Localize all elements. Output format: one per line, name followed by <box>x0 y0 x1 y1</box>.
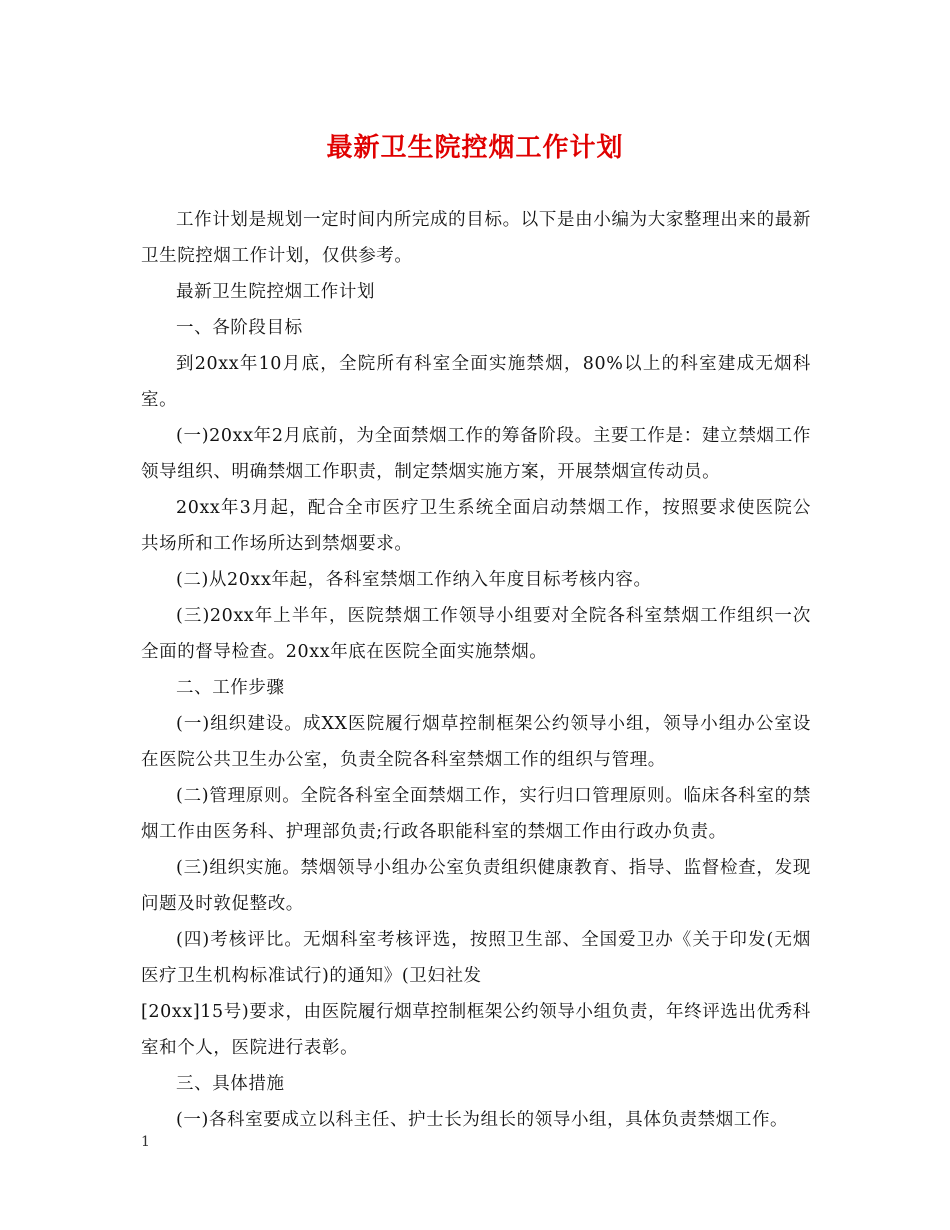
document-body <box>141 202 811 1138</box>
paragraph: (四)考核评比。无烟科室考核评选，按照卫生部、全国爱卫办《关于印发(无烟医疗卫生机构标准试行)的通知》(卫妇社发 <box>141 930 811 986</box>
section-heading-work-steps: 二、工作步骤 <box>176 678 285 698</box>
paragraph: (一)20xx年2月底前，为全面禁烟工作的筹备阶段。主要工作是：建立禁烟工作领导组织、明确禁烟工作职责，制定禁烟实施方案，开展禁烟宣传动员。 <box>141 426 811 482</box>
page-number: 1 <box>141 1134 150 1150</box>
paragraph: (三)20xx年上半年，医院禁烟工作领导小组要对全院各科室禁烟工作组织一次全面的督导检查。20xx年底在医院全面实施禁烟。 <box>141 606 811 662</box>
paragraph: 到20xx年10月底，全院所有科室全面实施禁烟，80%以上的科室建成无烟科室。 <box>141 354 811 410</box>
section-heading-stage-goals: 一、各阶段目标 <box>176 318 303 338</box>
section-heading-measures: 三、具体措施 <box>176 1074 285 1094</box>
paragraph: 20xx年3月起，配合全市医疗卫生系统全面启动禁烟工作，按照要求使医院公共场所和工作场所达到禁烟要求。 <box>141 498 811 554</box>
paragraph: [20xx]15号)要求，由医院履行烟草控制框架公约领导小组负责，年终评选出优秀科室和个人，医院进行表彰。 <box>141 1002 811 1058</box>
paragraph: (二)管理原则。全院各科室全面禁烟工作，实行归口管理原则。临床各科室的禁烟工作由医务科、护理部负责;行政各职能科室的禁烟工作由行政办负责。 <box>141 786 811 842</box>
paragraph: (二)从20xx年起，各科室禁烟工作纳入年度目标考核内容。 <box>176 570 652 590</box>
paragraph: (三)组织实施。禁烟领导小组办公室负责组织健康教育、指导、监督检查，发现问题及时敦促整改。 <box>141 858 811 914</box>
paragraph-subtitle: 最新卫生院控烟工作计划 <box>176 282 376 302</box>
paragraph-intro: 工作计划是规划一定时间内所完成的目标。以下是由小编为大家整理出来的最新卫生院控烟工作计划，仅供参考。 <box>141 210 811 266</box>
paragraph: (一)组织建设。成XX医院履行烟草控制框架公约领导小组，领导小组办公室设在医院公共卫生办公室，负责全院各科室禁烟工作的组织与管理。 <box>141 714 811 770</box>
paragraph: (一)各科室要成立以科主任、护士长为组长的领导小组，具体负责禁烟工作。 <box>176 1110 789 1130</box>
document-title: 最新卫生院控烟工作计划 <box>326 133 624 163</box>
